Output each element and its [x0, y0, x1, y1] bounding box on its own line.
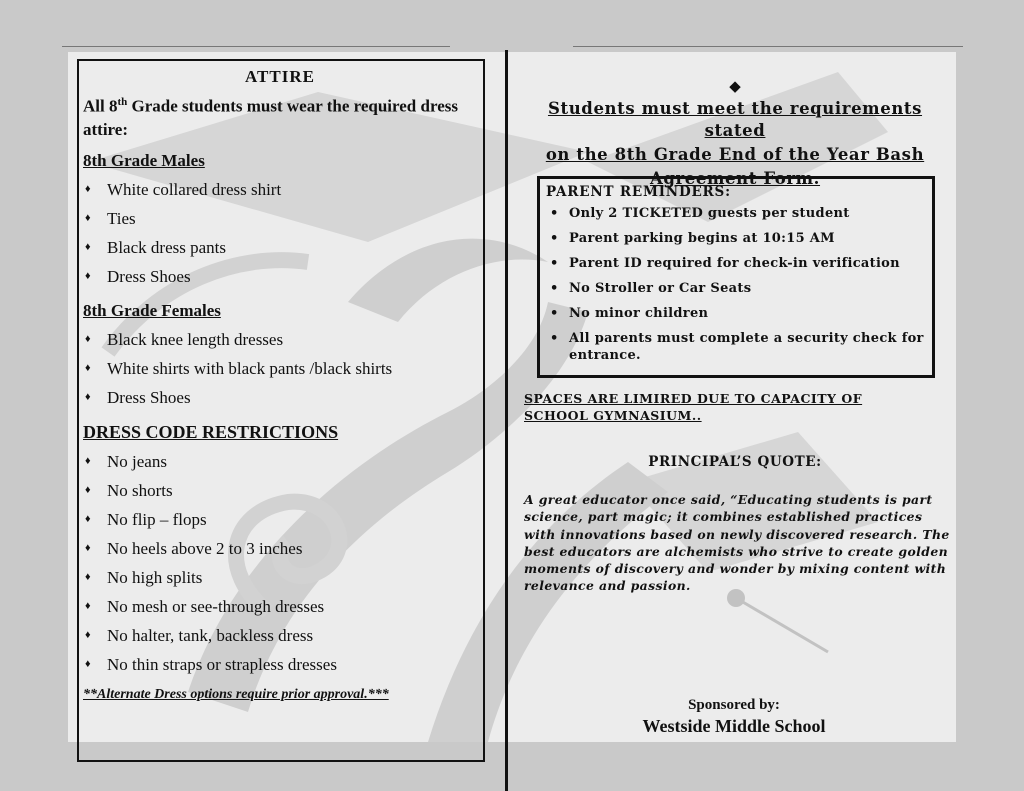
principal-quote-title: PRINCIPAL’S QUOTE: [648, 454, 822, 470]
bullet-icon: • [550, 306, 559, 321]
parent-reminders-box [537, 176, 935, 378]
diamond-bullet-icon: ♦ [85, 240, 91, 253]
list-item: • No Stroller or Car Seats [550, 281, 752, 296]
top-rule-left [62, 46, 450, 47]
bullet-icon: • [550, 281, 559, 296]
bullet-icon: • [550, 256, 559, 271]
list-item: ♦ Black dress pants [83, 233, 477, 262]
sponsor-label: Sponsored by: [688, 697, 780, 713]
diamond-bullet-icon: ♦ [85, 657, 91, 670]
list-item: ♦ No jeans [83, 447, 477, 476]
intro-superscript: th [117, 96, 128, 108]
females-heading: 8th Grade Females [83, 300, 221, 320]
sponsor-name: Westside Middle School [642, 716, 826, 736]
list-item: ♦ No high splits [83, 563, 477, 592]
diamond-bullet-icon: ♦ [85, 570, 91, 583]
list-item: ♦ Dress Shoes [83, 383, 477, 412]
list-item: ♦ White collared dress shirt [83, 175, 477, 204]
attire-intro [83, 91, 477, 141]
diamond-bullet-icon: ♦ [85, 454, 91, 467]
intro-text-b: Grade students must wear the required dress attire: [83, 96, 458, 139]
males-heading: 8th Grade Males [83, 150, 205, 170]
bullet-icon: • [550, 331, 559, 346]
alternate-dress-note: **Alternate Dress options require prior approval.*** [83, 686, 389, 702]
list-item: • Only 2 TICKETED guests per student [550, 206, 850, 221]
list-item: ♦ No mesh or see-through dresses [83, 592, 477, 621]
males-list [83, 175, 477, 291]
list-item: ♦ No heels above 2 to 3 inches [83, 534, 477, 563]
center-fold-line [505, 50, 508, 791]
list-item: • No minor children [550, 306, 709, 321]
bullet-icon: • [550, 231, 559, 246]
diamond-bullet-icon: ♦ [85, 628, 91, 641]
top-rule-right [573, 46, 963, 47]
list-item: ♦ No flip – flops [83, 505, 477, 534]
list-item: ♦ Black knee length dresses [83, 325, 477, 354]
list-item: • All parents must complete a security check for entrance. [550, 331, 924, 363]
list-item: ♦ White shirts with black pants /black shirts [83, 354, 477, 383]
list-item: ♦ No shorts [83, 476, 477, 505]
diamond-bullet-icon: ♦ [85, 211, 91, 224]
diamond-bullet-icon: ♦ [85, 483, 91, 496]
females-list [83, 325, 477, 412]
diamond-bullet-icon: ♦ [85, 269, 91, 282]
list-item: ♦ No halter, tank, backless dress [83, 621, 477, 650]
principal-quote-text: A great educator once said, “Educating students is part science, part magic; it combines established practices with innovations based on newly discovered research. The best educators are alchemists who strive to create golden moments of discovery and wonder by mixing content with relevance and passion. [524, 492, 950, 594]
list-item: • Parent parking begins at 10:15 AM [550, 231, 835, 246]
restrictions-list [83, 447, 477, 679]
parent-reminders-list [546, 205, 926, 364]
list-item: ♦ No thin straps or strapless dresses [83, 650, 477, 679]
diamond-bullet-icon: ♦ [85, 541, 91, 554]
diamond-bullet-icon: ♦ [85, 332, 91, 345]
requirements-block [520, 78, 950, 190]
diamond-bullet-icon: ♦ [85, 512, 91, 525]
diamond-icon: ◆ [729, 79, 741, 95]
diamond-bullet-icon: ♦ [85, 361, 91, 374]
requirements-line: Agreement Form. [649, 169, 821, 188]
requirements-line: Students must meet the requirements stated [547, 99, 923, 140]
attire-title: ATTIRE [245, 67, 315, 86]
requirements-line: on the 8th Grade End of the Year Bash [545, 145, 925, 164]
list-item: ♦ Dress Shoes [83, 262, 477, 291]
restrictions-heading: DRESS CODE RESTRICTIONS [83, 421, 339, 442]
parent-reminders-title: PARENT REMINDERS: [546, 184, 731, 200]
diamond-bullet-icon: ♦ [85, 599, 91, 612]
attire-box [77, 59, 485, 762]
list-item: • Parent ID required for check-in verification [550, 256, 900, 271]
diamond-bullet-icon: ♦ [85, 182, 91, 195]
intro-text-a: All 8 [83, 96, 118, 116]
bullet-icon: • [550, 206, 559, 221]
list-item: ♦ Ties [83, 204, 477, 233]
capacity-note: SPACES ARE LIMIRED DUE TO CAPACITY OF SCHOOL GYMNASIUM.. [524, 391, 863, 423]
diamond-bullet-icon: ♦ [85, 390, 91, 403]
